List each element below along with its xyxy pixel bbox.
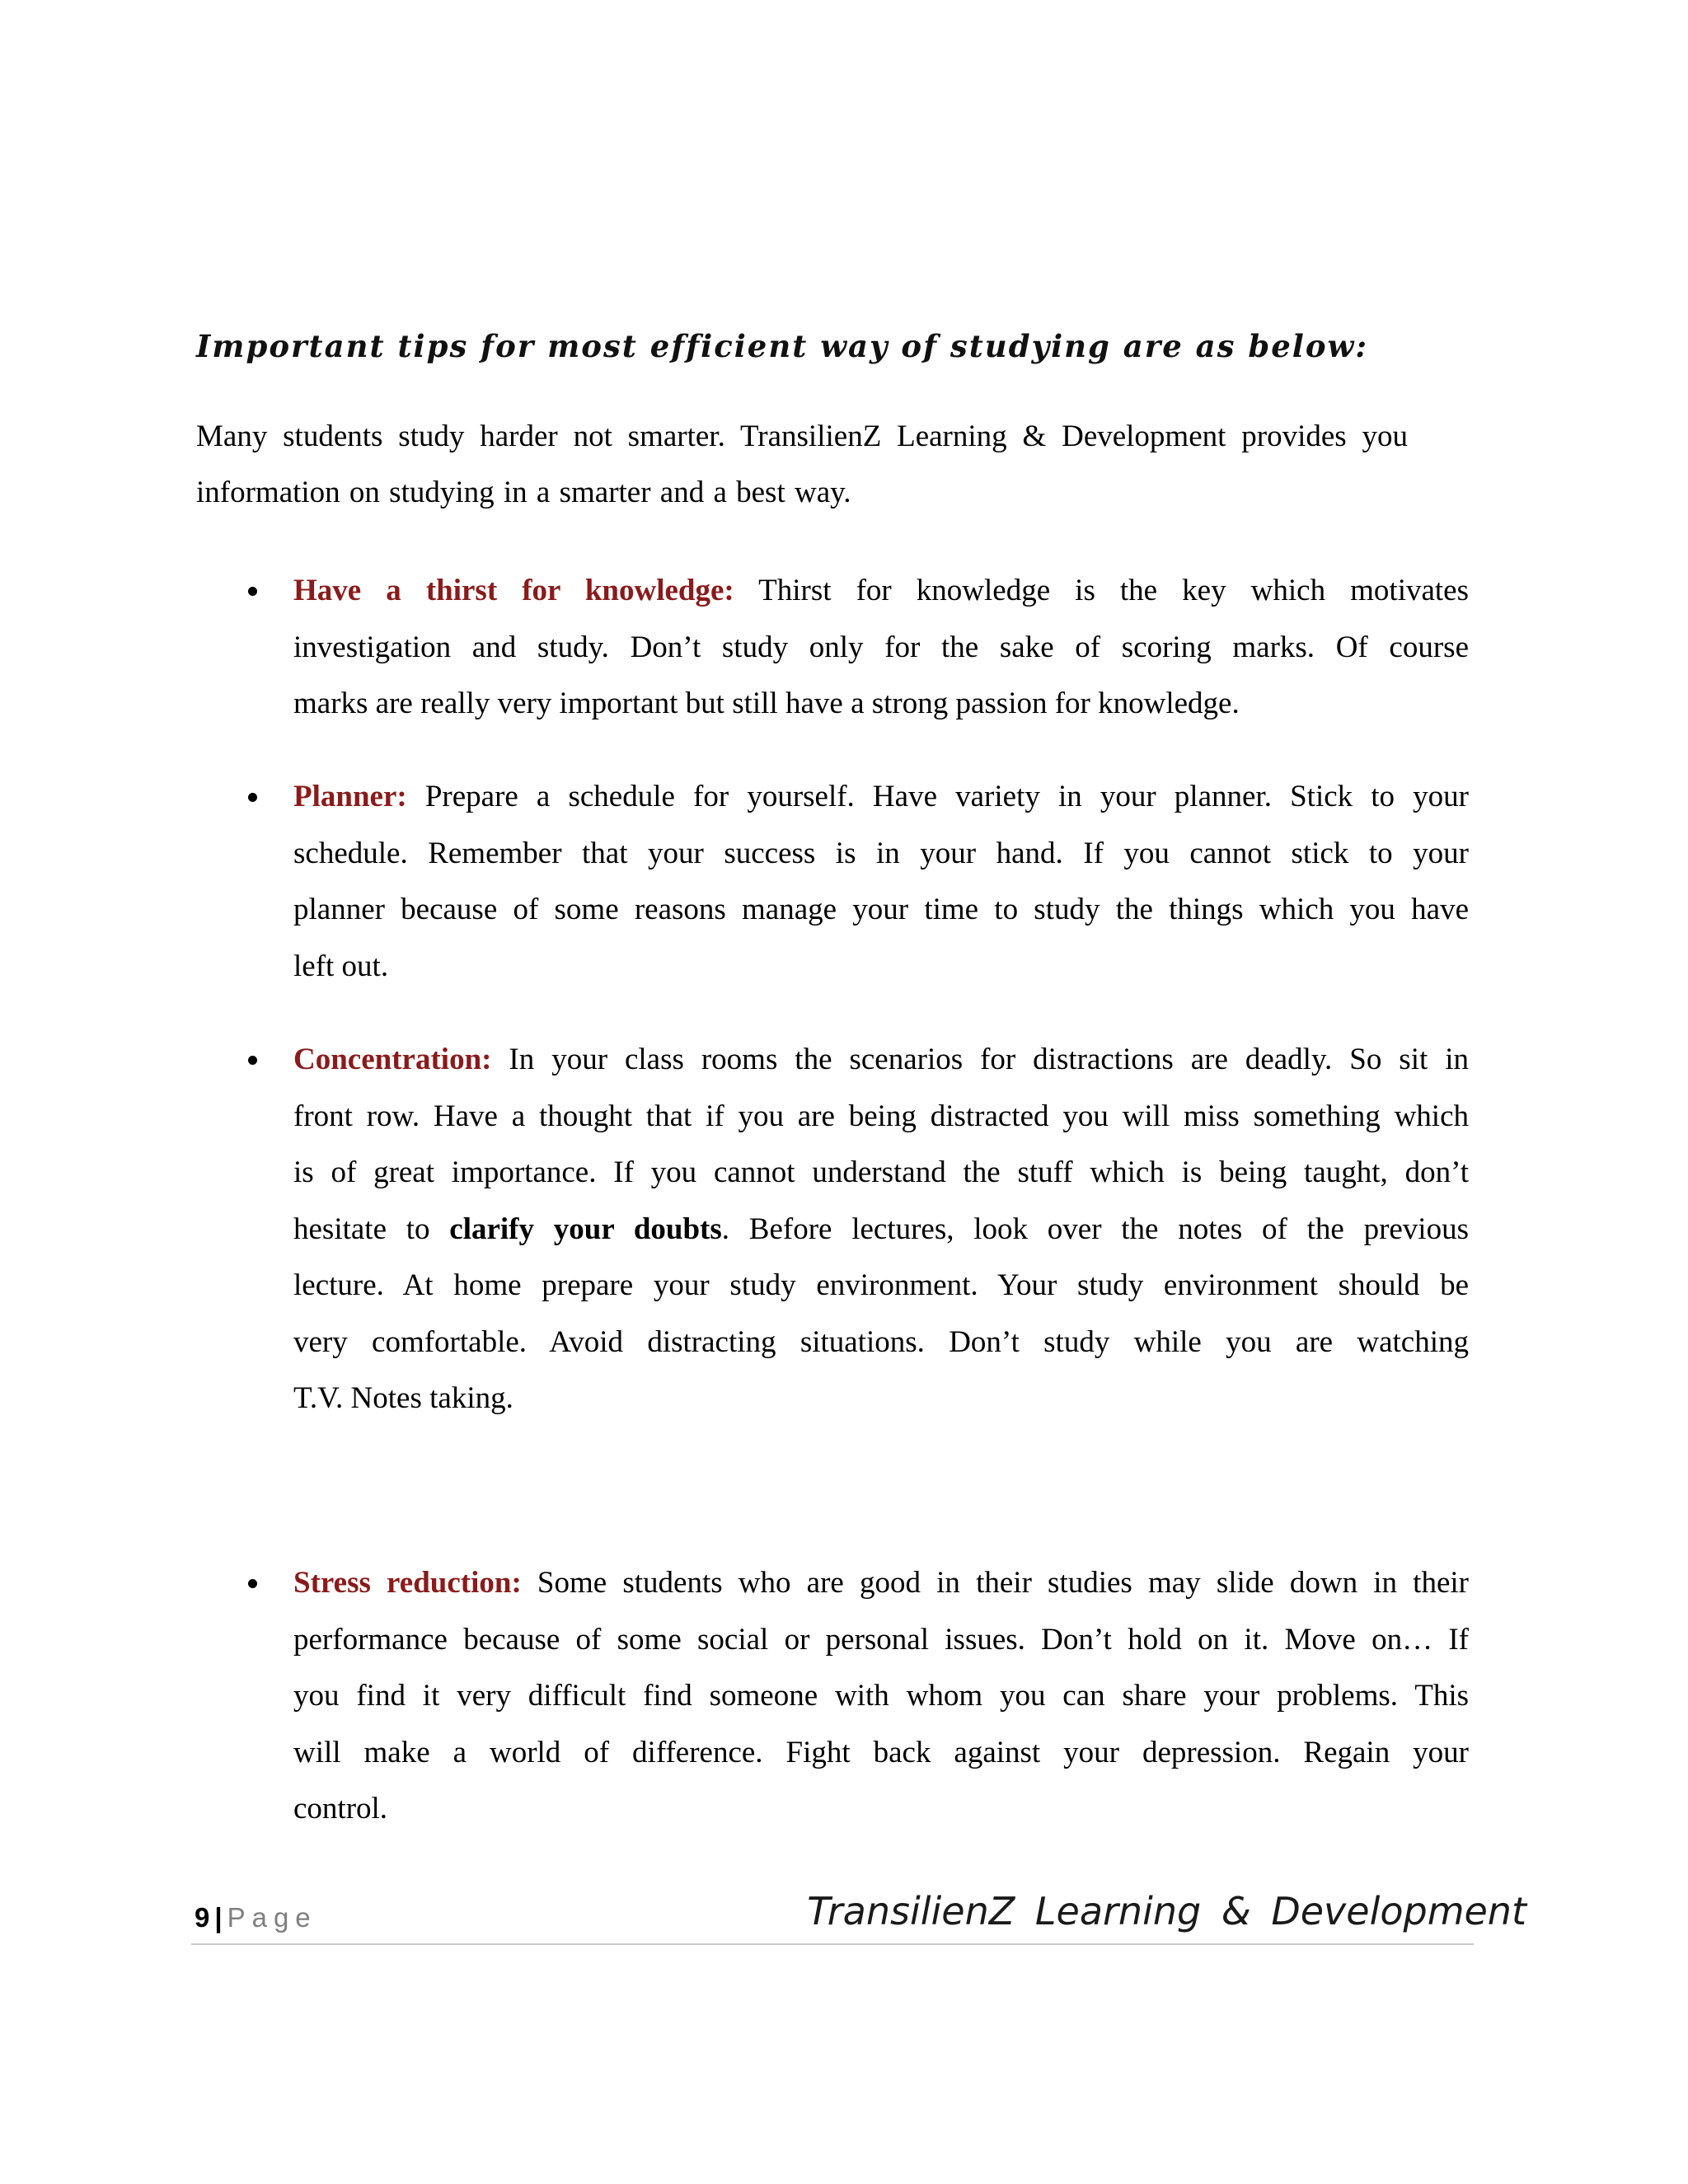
tip-line: planner because of some reasons manage your time to study the things which you have	[293, 893, 1469, 926]
bullet-icon	[244, 563, 260, 619]
intro-line: information on studying in a smarter and a best way.	[196, 476, 851, 509]
tip-line: control.	[293, 1792, 388, 1825]
emphasis-phrase: clarify your doubts	[449, 1212, 722, 1246]
tip-line: marks are really very important but still have a strong passion for knowledge.	[293, 687, 1240, 720]
tip-item-planner	[293, 769, 1469, 995]
tip-line	[293, 769, 1469, 826]
tip-line	[293, 1555, 1469, 1612]
tip-title: Stress reduction:	[293, 1566, 522, 1600]
bullet-icon	[244, 1032, 260, 1088]
tip-line: front row. Have a thought that if you are being distracted you will miss something which	[293, 1099, 1469, 1133]
tip-text: . Before lectures, look over the notes of the previous	[721, 1212, 1469, 1246]
page-separator: |	[214, 1902, 223, 1933]
tip-text: Some students who are good in their studies may slide down in their	[521, 1566, 1469, 1600]
tip-line	[293, 563, 1469, 620]
tip-text: Thirst for knowledge is the key which motivates	[734, 574, 1469, 607]
intro-line: Many students study harder not smarter. TransilienZ Learning & Development provides you	[196, 419, 1408, 453]
tip-item-stress	[293, 1555, 1469, 1838]
tip-line: performance because of some social or personal issues. Don’t hold on it. Move on… If	[293, 1622, 1469, 1657]
tip-title: Planner:	[293, 780, 407, 813]
tip-line: very comfortable. Avoid distracting situations. Don’t study while you are watching	[293, 1324, 1469, 1359]
tip-title: Have a thirst for knowledge:	[293, 574, 734, 607]
intro-paragraph	[196, 409, 1408, 521]
tip-line: is of great importance. If you cannot understand the stuff which is being taught, don’t	[293, 1155, 1469, 1189]
tip-line: investigation and study. Don’t study only for the sake of scoring marks. Of course	[293, 630, 1469, 664]
tip-text: In your class rooms the scenarios for distractions are deadly. So sit in	[491, 1043, 1469, 1076]
section-heading: Important tips for most efficient way of studying are as below:	[196, 328, 1369, 364]
tip-text: hesitate to	[293, 1212, 450, 1246]
tip-item-concentration	[293, 1032, 1469, 1427]
footer-divider	[191, 1943, 1474, 1945]
tip-line: left out.	[293, 949, 389, 983]
footer-brand: TransilienZ Learning & Development	[807, 1889, 1526, 1933]
tip-line	[293, 1032, 1469, 1089]
tip-line: will make a world of difference. Fight back against your depression. Regain your	[293, 1735, 1469, 1769]
page-number	[195, 1902, 317, 1933]
bullet-icon	[244, 1555, 260, 1611]
page-number-value: 9	[195, 1902, 210, 1933]
tip-item-knowledge	[293, 563, 1469, 733]
tip-line: you find it very difficult find someone with whom you can share your problems. This	[293, 1679, 1469, 1713]
bullet-icon	[244, 769, 260, 825]
tip-line: T.V. Notes taking.	[293, 1381, 513, 1415]
tip-title: Concentration:	[293, 1043, 492, 1076]
tip-text: Prepare a schedule for yourself. Have variety in your planner. Stick to your	[406, 780, 1469, 813]
tip-line: lecture. At home prepare your study environment. Your study environment should be	[293, 1268, 1469, 1302]
tip-line	[293, 1202, 1469, 1258]
page-label: Page	[227, 1902, 317, 1933]
tip-line: schedule. Remember that your success is in your hand. If you cannot stick to your	[293, 836, 1469, 870]
